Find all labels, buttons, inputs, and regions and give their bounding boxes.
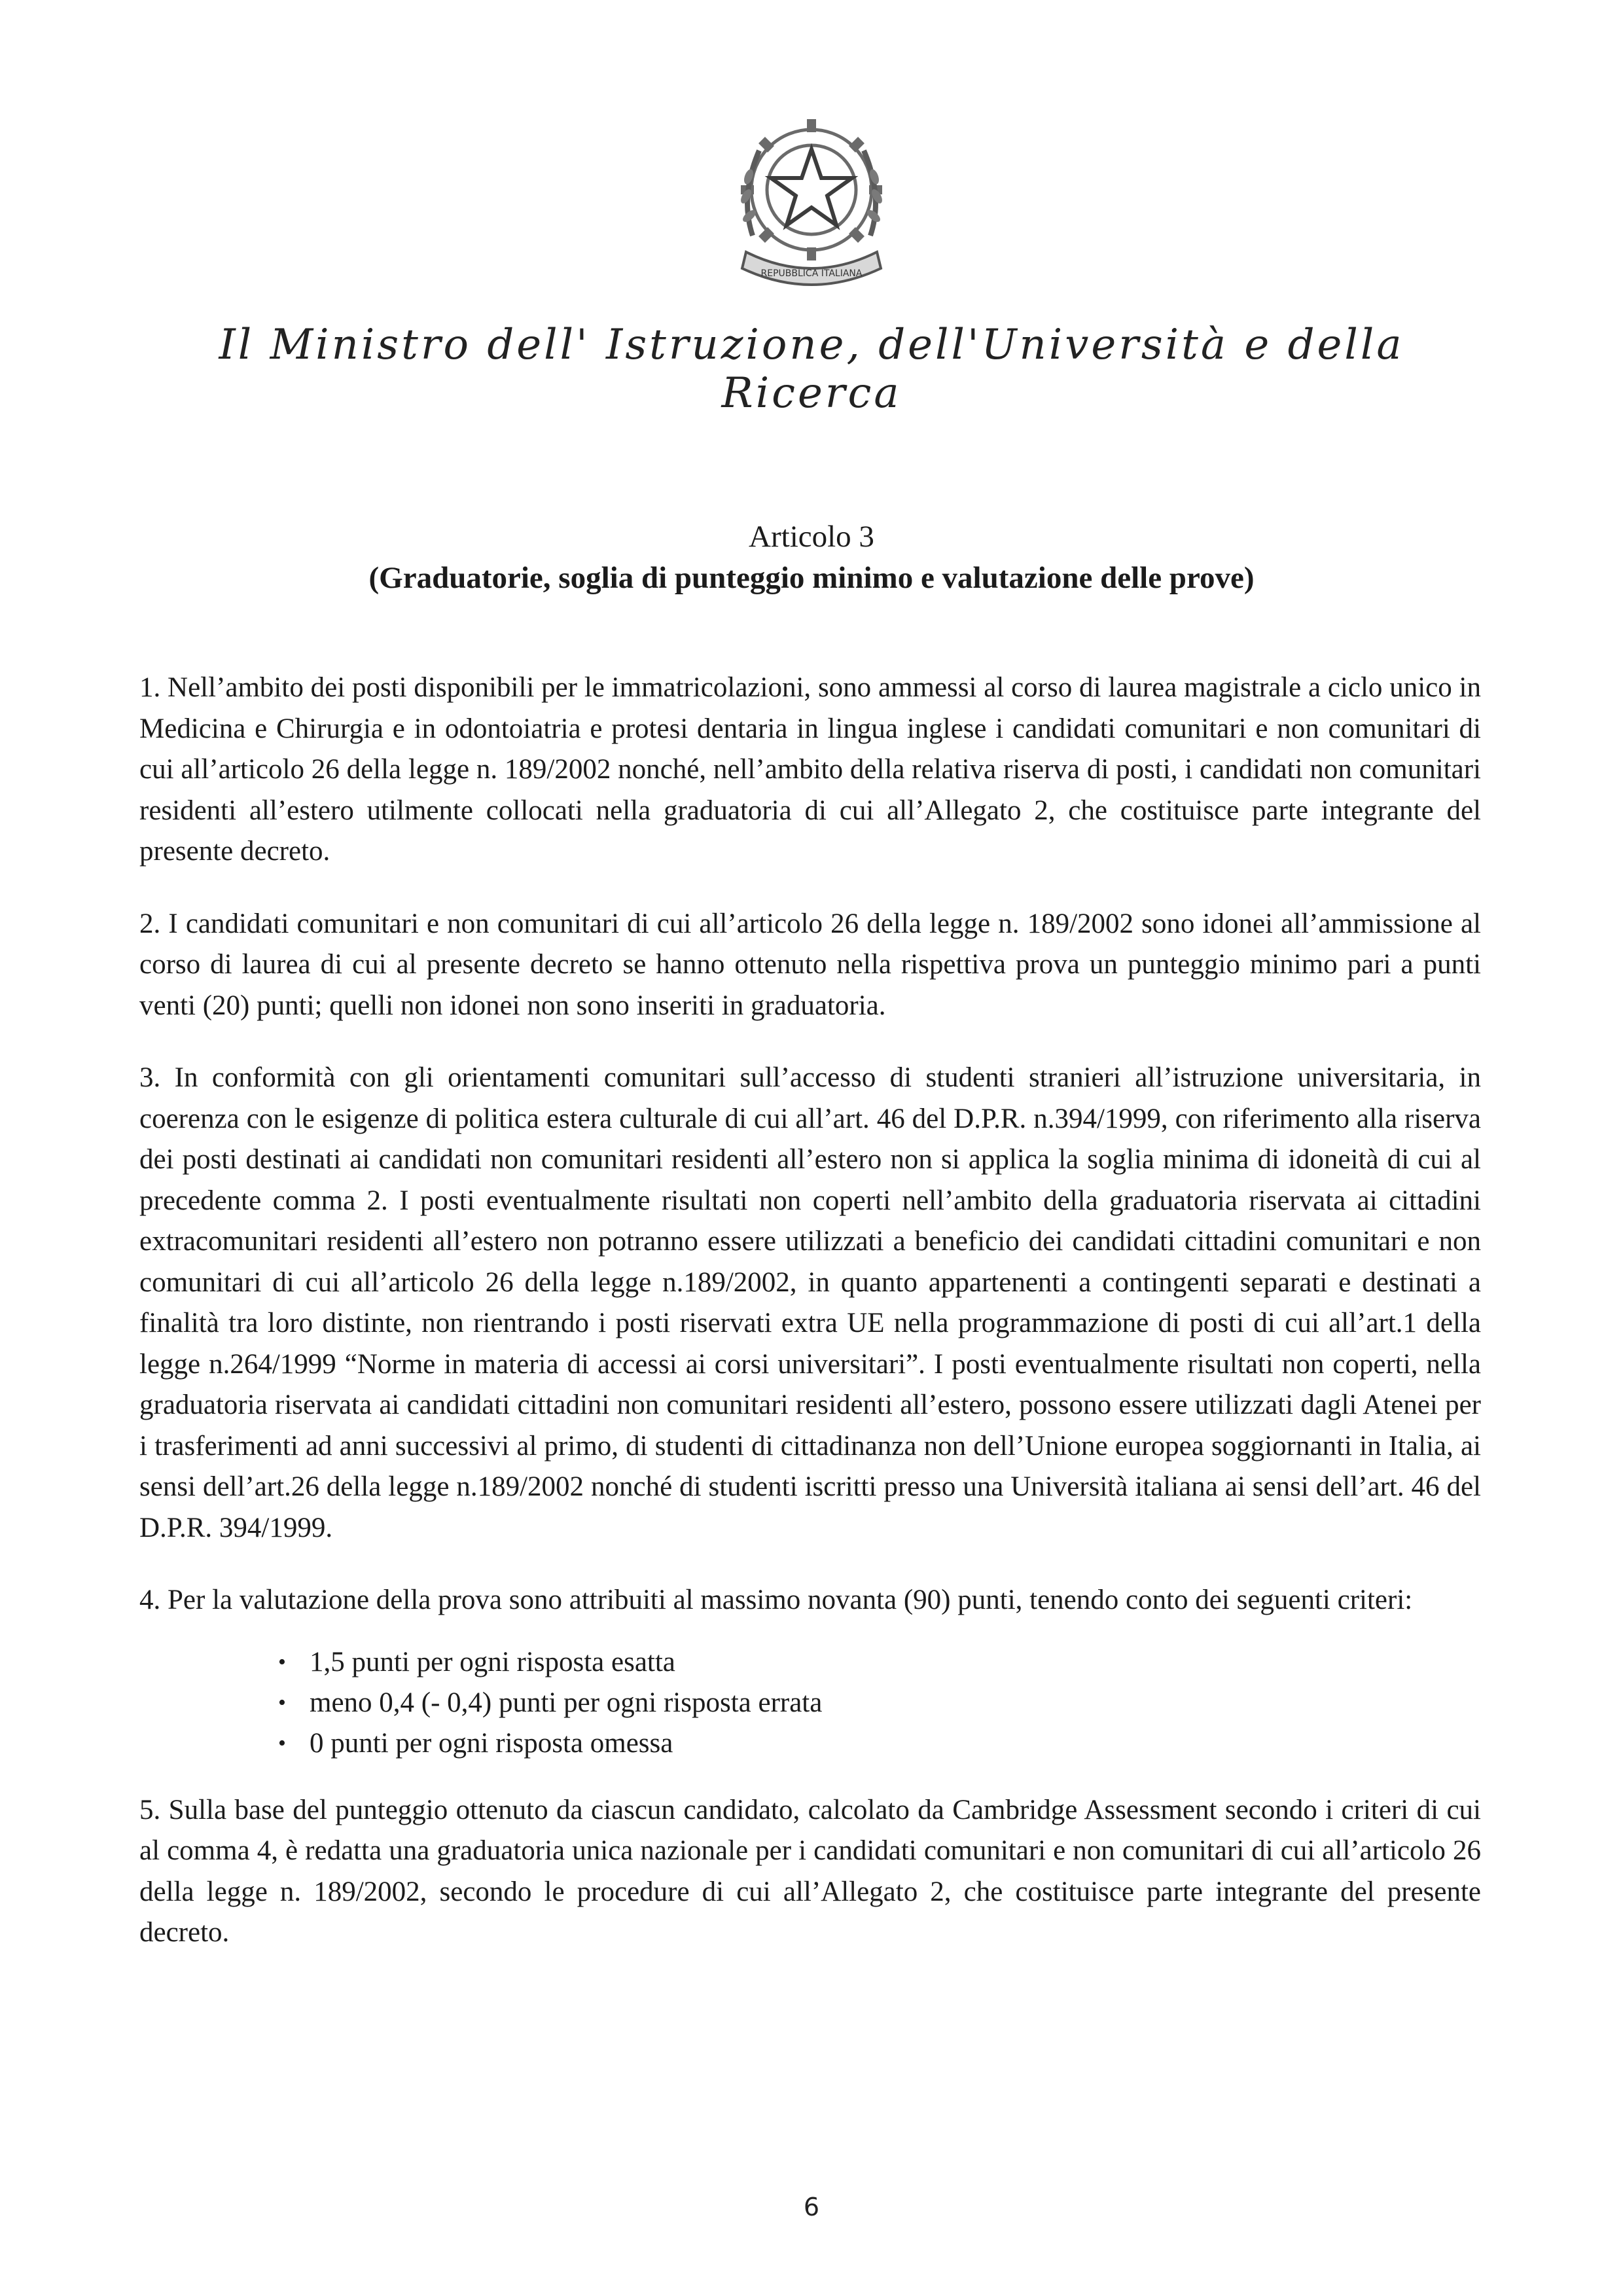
list-item: • meno 0,4 (- 0,4) punti per ogni risposta errata [283,1683,1481,1723]
bullet-icon: • [278,1731,286,1755]
paragraph-2: 2. I candidati comunitari e non comunitari di cui all’articolo 26 della legge n. 189/2002 sono idonei all’ammissione al corso di laurea di cui al presente decreto se hanno ottenuto nella rispettiva prova un punteggio minimo pari a punti venti (20) punti; quelli non idonei non sono inseriti in graduatoria. [139,908,1481,1021]
scoring-criteria-list [139,1642,1481,1764]
emblem-ribbon-text: REPUBBLICA ITALIANA [760,268,863,279]
bullet-icon: • [278,1649,286,1674]
bullet-icon: • [278,1690,286,1715]
italian-republic-emblem-icon [726,105,897,301]
article-heading [131,517,1492,600]
paragraph-3: 3. In conformità con gli orientamenti comunitari sull’accesso di studenti stranieri all’istruzione universitaria, in coerenza con le esigenze di politica estera culturale di cui all’art. 46 del D.P.R. n.394/1999, con riferimento alla riserva dei posti destinati ai candidati non comunitari residenti all’estero non si applica la soglia minima di idoneità di cui al precedente comma 2. I posti eventualmente risultati non coperti nell’ambito della graduatoria riservata ai cittadini extracomunitari residenti all’estero non potranno essere utilizzati a beneficio dei candidati cittadini comunitari e non comunitari di cui all’articolo 26 della legge n.189/2002, in quanto appartenenti a contingenti separati e destinati a finalità tra loro distinte, non rientrando i posti riservati extra UE nella programmazione di posti di cui all’art.1 della legge n.264/1999 “Norme in materia di accessi ai corsi universitari”. I posti eventualmente risultati non coperti, nella graduatoria riservata ai candidati cittadini non comunitari residenti all’estero, possono essere utilizzati dagli Atenei per i trasferimenti ad anni successivi al primo, di studenti di cittadinanza non dell’Unione europea soggiornanti in Italia, ai sensi dell’art.26 della legge n.189/2002 nonché di studenti iscritti presso una Università italiana ai sensi dell’art. 46 del D.P.R. 394/1999. [139,1062,1481,1543]
paragraph-1: 1. Nell’ambito dei posti disponibili per le immatricolazioni, sono ammessi al corso di laurea magistrale a ciclo unico in Medicina e Chirurgia e in odontoiatria e protesi dentaria in lingua inglese i candidati comunitari e non comunitari di cui all’articolo 26 della legge n. 189/2002 nonché, nell’ambito della relativa riserva di posti, i candidati non comunitari residenti all’estero utilmente collocati nella graduatoria di cui all’Allegato 2, che costituisce parte integrante del presente decreto. [139,672,1481,867]
ministry-letterhead: Il Ministro dell' Istruzione, dell'Università e della Ricerca [219,321,1404,418]
list-item: • 1,5 punti per ogni risposta esatta [283,1642,1481,1683]
page-number: 6 [803,2193,820,2221]
article-title: (Graduatorie, soglia di punteggio minimo e valutazione delle prove) [368,561,1255,595]
article-number: Articolo 3 [749,520,874,554]
document-body [139,668,1481,1985]
list-item: • 0 punti per ogni risposta omessa [283,1723,1481,1764]
paragraph-5: 5. Sulla base del punteggio ottenuto da ciascun candidato, calcolato da Cambridge Assessment secondo i criteri di cui al comma 4, è redatta una graduatoria unica nazionale per i candidati comunitari e non comunitari di cui all’articolo 26 della legge n. 189/2002, secondo le procedure di cui all’Allegato 2, che costituisce parte integrante del presente decreto. [139,1794,1481,1948]
paragraph-4: 4. Per la valutazione della prova sono attribuiti al massimo novanta (90) punti, tenendo conto dei seguenti criteri: [139,1585,1413,1615]
